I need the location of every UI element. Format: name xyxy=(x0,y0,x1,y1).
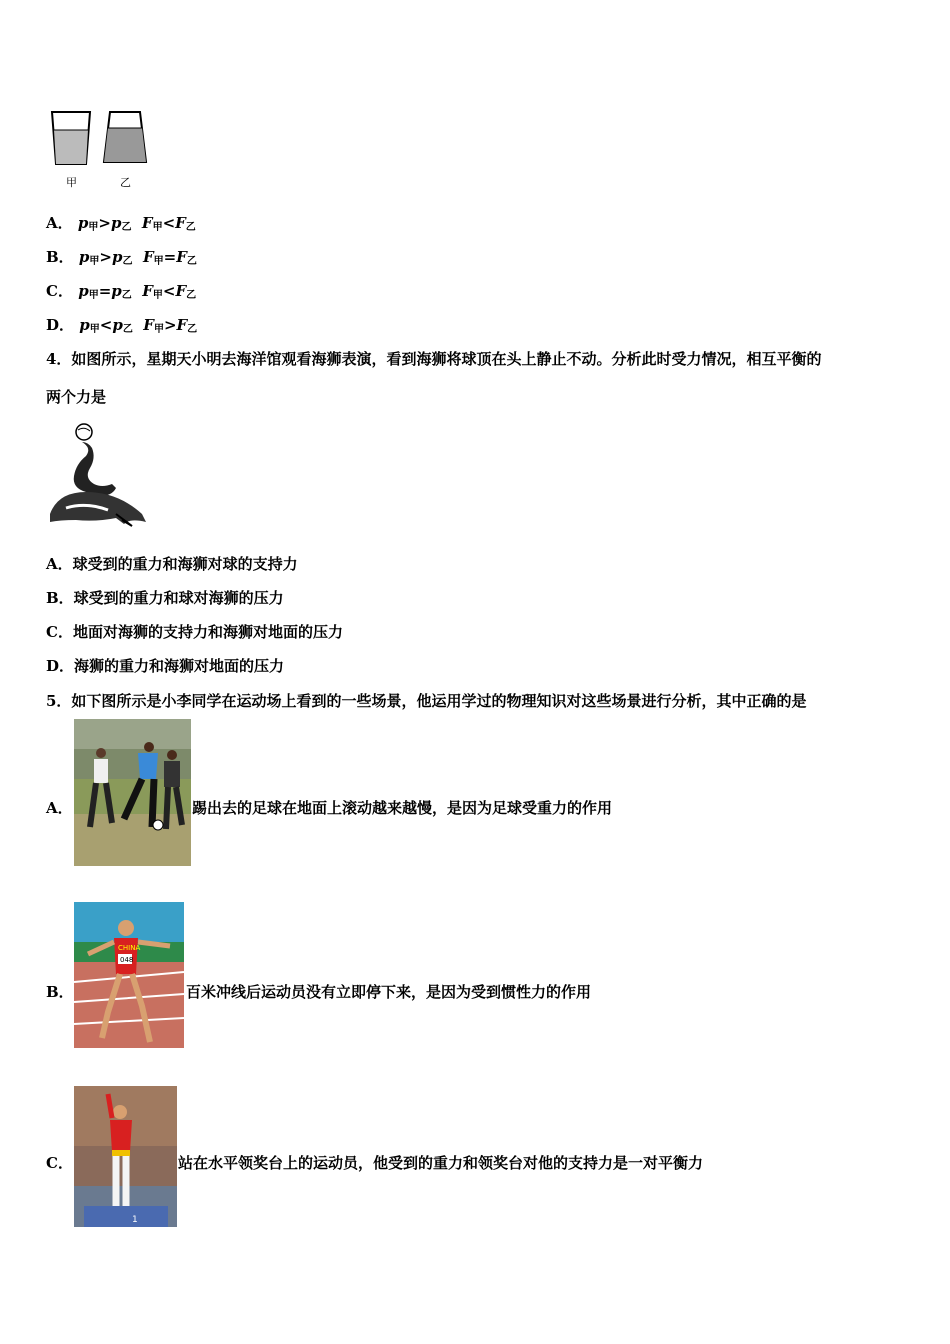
cups-figure xyxy=(48,108,152,190)
podium-number: 1 xyxy=(132,1215,138,1225)
q5-option-a-letter: A． xyxy=(46,799,73,817)
q5-option-a-text: 踢出去的足球在地面上滚动越来越慢，是因为足球受重力的作用 xyxy=(192,799,613,817)
q4-option-d: D．海狮的重力和海狮对地面的压力 xyxy=(46,657,285,675)
q4-option-c: C．地面对海狮的支持力和海狮对地面的压力 xyxy=(46,623,343,641)
q4-stem-line1: 4．如图所示，星期天小明去海洋馆观看海狮表演，看到海狮将球顶在头上静止不动。分析此时受力情况，相互平衡的 xyxy=(46,350,822,368)
cup-label-b: 乙 xyxy=(120,176,131,189)
q3-option-b: B． $p_甲>p_乙$ $F_甲=F_乙$ xyxy=(46,248,197,267)
q5-option-c-text: 站在水平领奖台上的运动员，他受到的重力和领奖台对他的支持力是一对平衡力 xyxy=(178,1154,704,1172)
sprinter-scene xyxy=(74,902,184,1048)
q5-option-b-text: 百米冲线后运动员没有立即停下来，是因为受到惯性力的作用 xyxy=(186,983,592,1001)
sea-lion-figure xyxy=(46,422,150,532)
soccer-scene xyxy=(74,719,191,866)
q4-stem-line2: 两个力是 xyxy=(46,388,107,406)
sea-lion-drawing xyxy=(46,422,150,532)
q3-option-c: C． $p_甲=p_乙$ $F_甲<F_乙$ xyxy=(46,282,197,301)
q5-option-b-letter: B． xyxy=(46,983,74,1001)
q3-option-a: A． $p_甲>p_乙$ $F_甲<F_乙$ xyxy=(46,214,196,233)
q3-option-d: D． $p_甲<p_乙$ $F_甲>F_乙$ xyxy=(46,316,198,335)
cups-drawing xyxy=(48,108,152,172)
q5-option-c-letter: C． xyxy=(46,1154,73,1172)
photo-soccer xyxy=(74,719,191,866)
q5-stem: 5．如下图所示是小李同学在运动场上看到的一些场景，他运用学过的物理知识对这些场景进行分析，其中正确的是 xyxy=(46,692,807,710)
q4-option-b: B．球受到的重力和球对海狮的压力 xyxy=(46,589,284,607)
sprinter-shirt-text: CHINA xyxy=(118,944,141,952)
q4-option-a: A．球受到的重力和海狮对球的支持力 xyxy=(46,555,298,573)
podium-scene xyxy=(74,1086,177,1227)
sprinter-bib-number: 048 xyxy=(120,956,134,964)
photo-sprinter xyxy=(74,902,184,1048)
cup-label-a: 甲 xyxy=(66,176,77,189)
photo-podium xyxy=(74,1086,177,1227)
